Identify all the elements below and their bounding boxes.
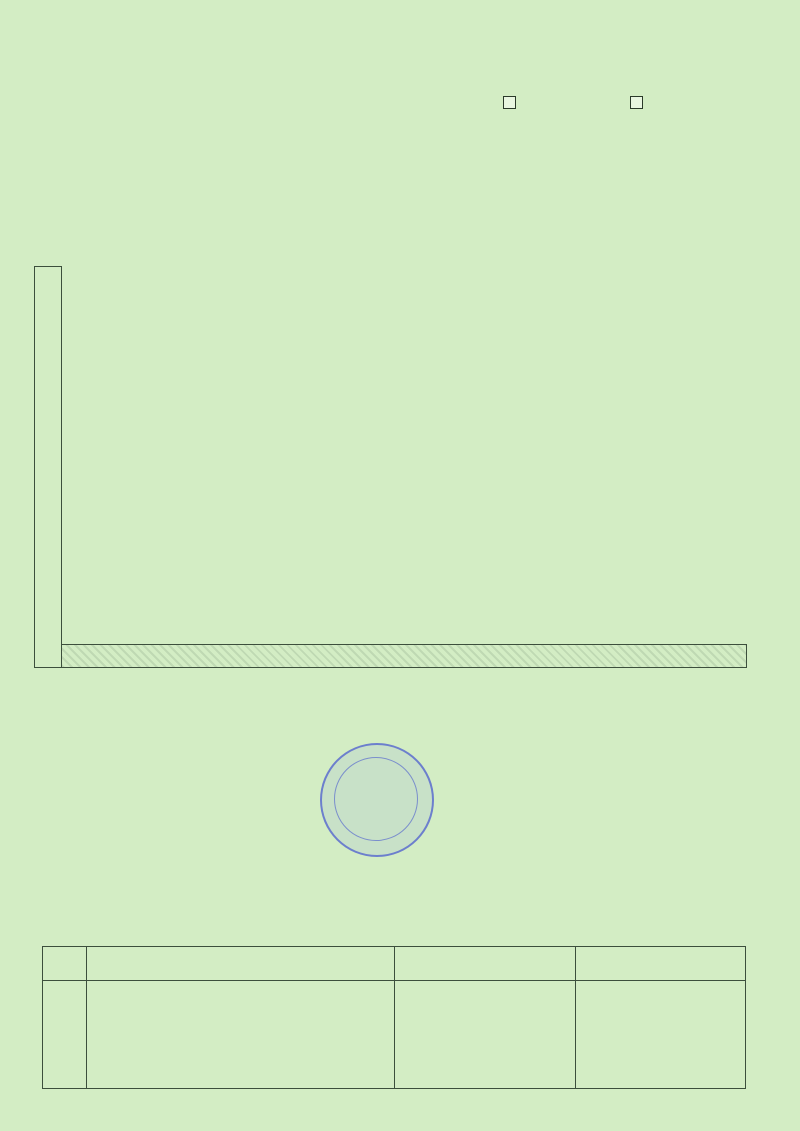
empty-hatched-row: [61, 644, 747, 668]
second-round-checkbox[interactable]: [630, 96, 643, 109]
dissent-cell-field[interactable]: [87, 981, 395, 1089]
dissent-cell-signature[interactable]: [575, 981, 745, 1089]
col-num-header: [43, 947, 87, 981]
repeat-election-checkbox[interactable]: [503, 96, 516, 109]
col-field-header: [87, 947, 395, 981]
dissent-table: [42, 946, 746, 1089]
col-signature-header: [575, 947, 745, 981]
commission-stamp: [320, 743, 434, 857]
dissent-cell-name[interactable]: [395, 981, 575, 1089]
col-member-name-header: [395, 947, 575, 981]
candidates-votes-title: [34, 266, 62, 668]
dissent-cell-num[interactable]: [43, 981, 87, 1089]
